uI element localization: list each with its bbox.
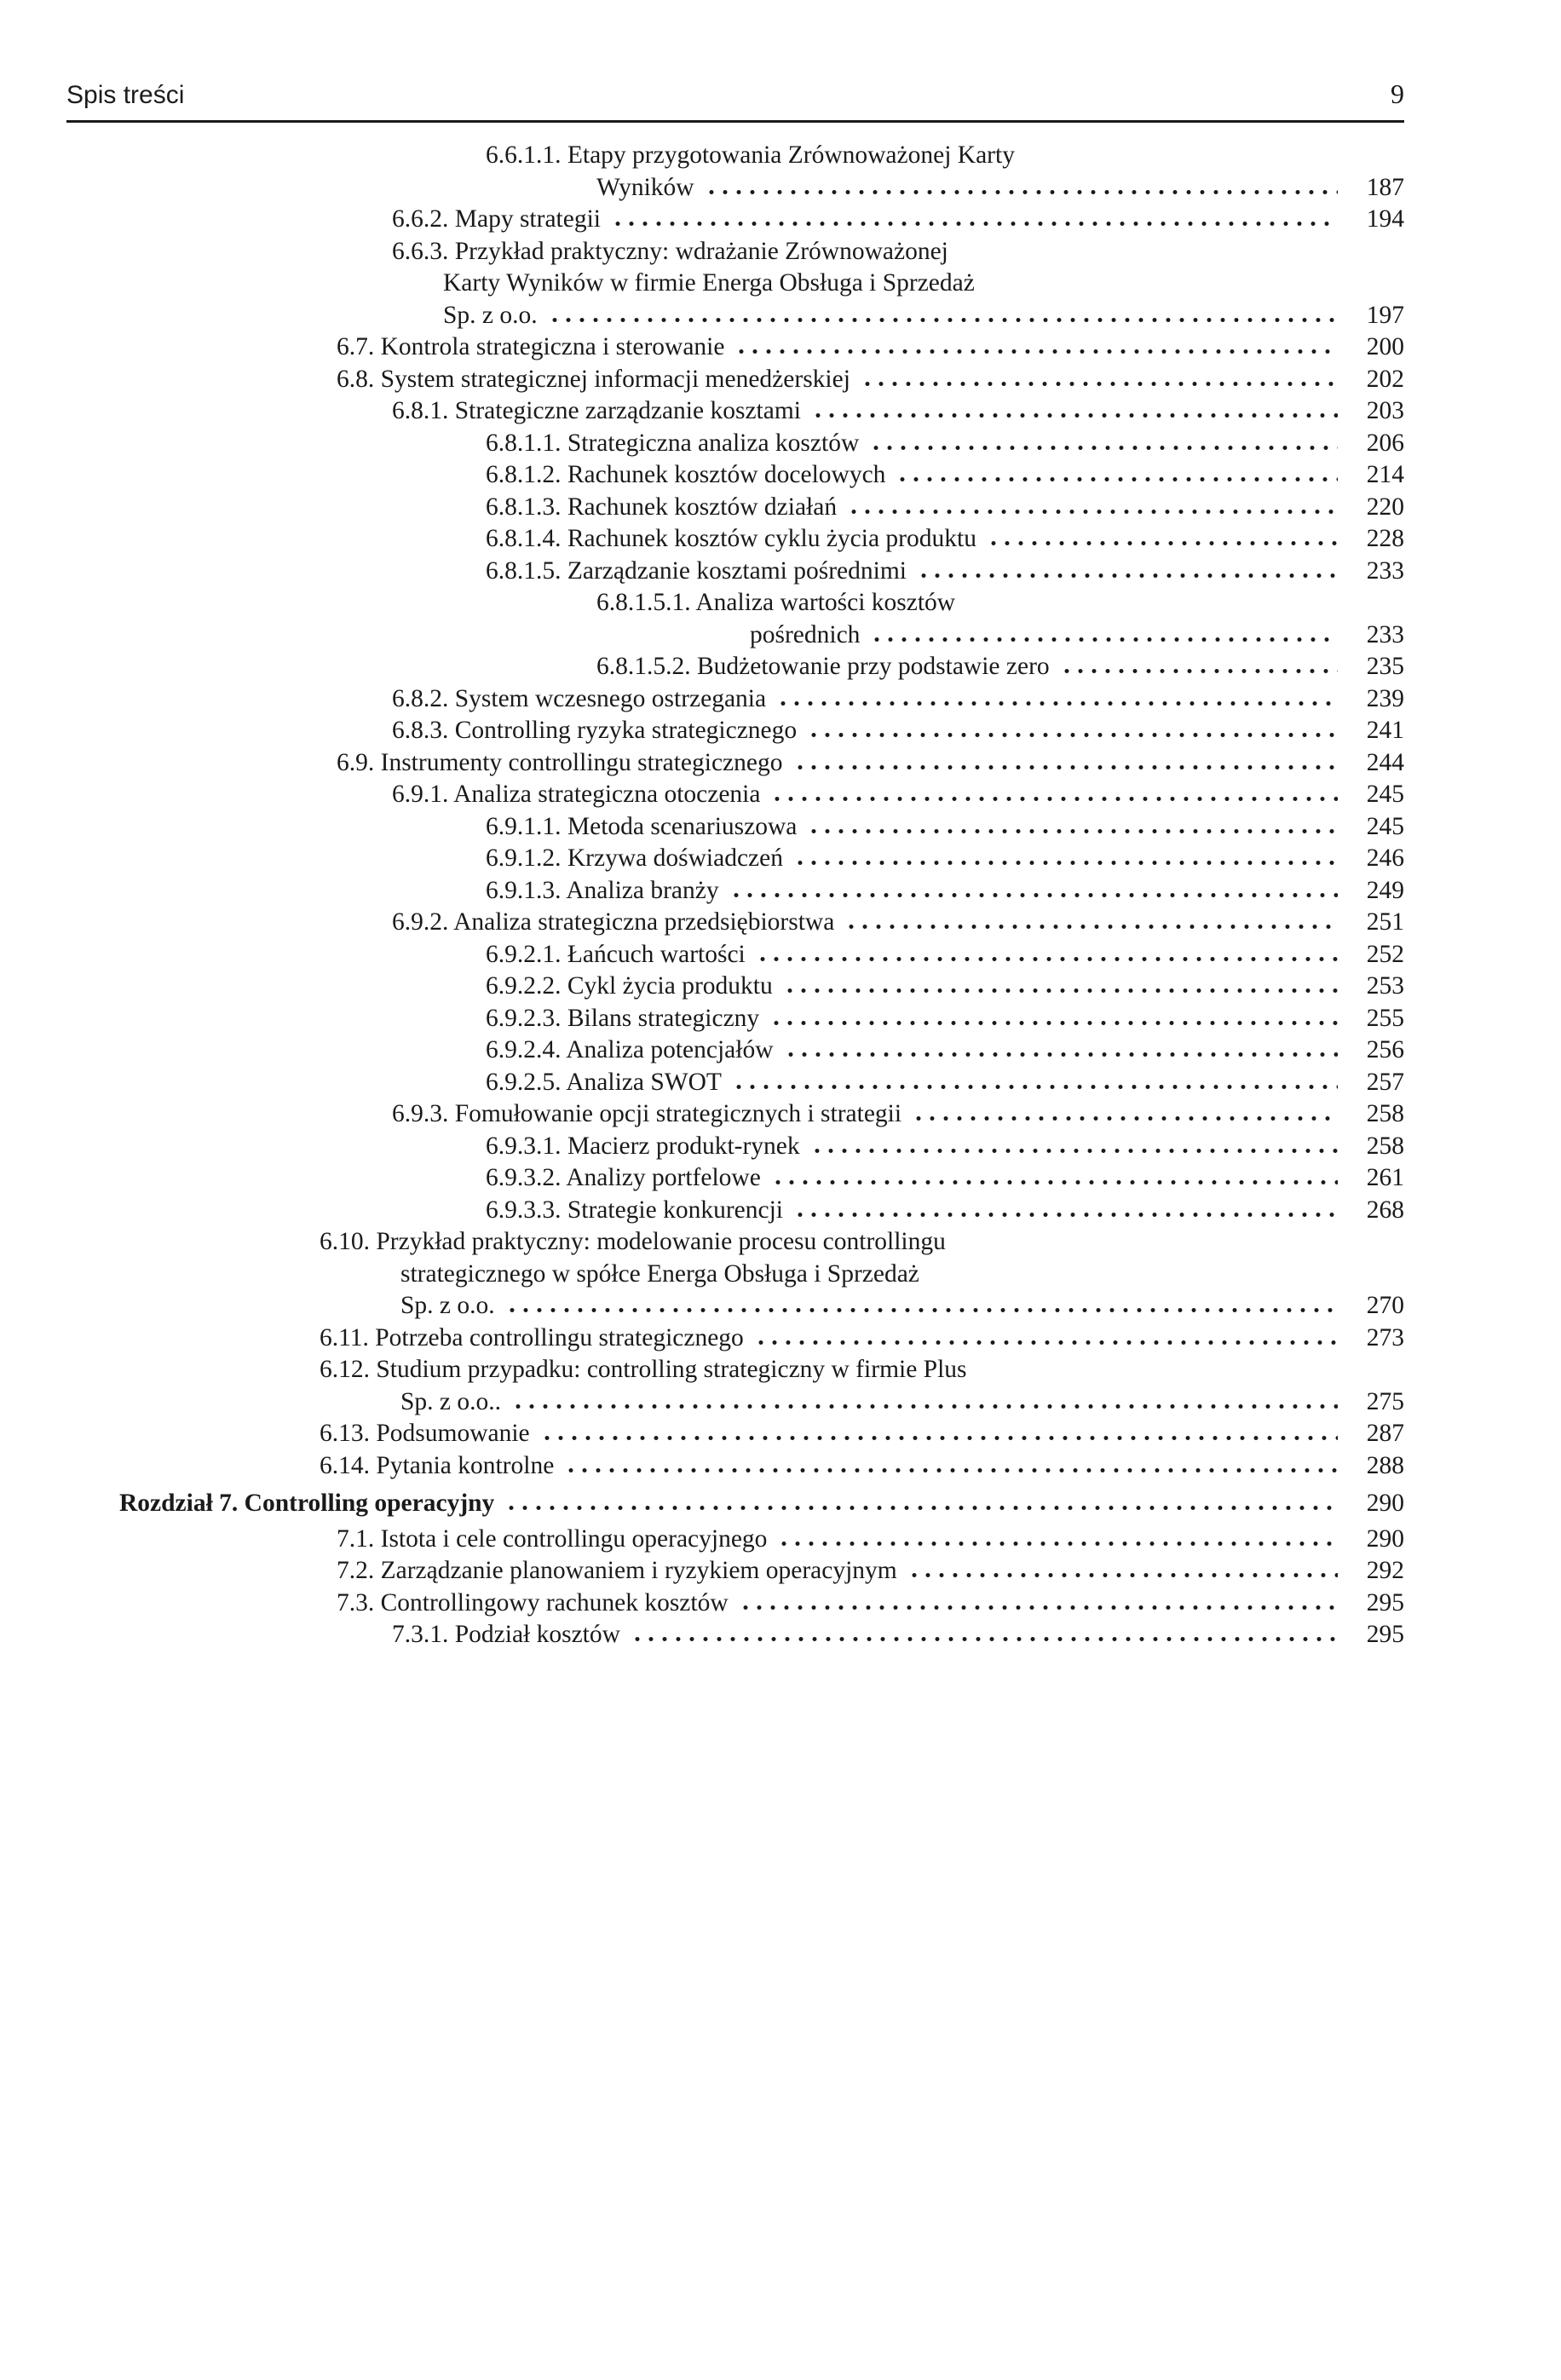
page-header: [66, 78, 1404, 110]
toc-page-number: 252: [1366, 940, 1404, 968]
toc-entry-continuation: [66, 1259, 1404, 1291]
toc-entry-text: 6.8.1.1. Strategiczna analiza kosztów: [486, 429, 860, 457]
toc-entry: [66, 683, 1404, 716]
toc-page-number: 270: [1366, 1292, 1404, 1319]
toc-entry: [66, 140, 1404, 172]
toc-entry: [66, 364, 1404, 396]
toc-page-number: 255: [1366, 1004, 1404, 1032]
toc-page-number: 200: [1366, 333, 1404, 360]
dot-leader: [844, 924, 1338, 930]
toc-page-number: 228: [1366, 525, 1404, 552]
toc-entry-continuation-text: Sp. z o.o.: [400, 1292, 495, 1319]
toc-entry-text: 6.8.1. Strategiczne zarządzanie kosztami: [392, 397, 801, 424]
toc-entry-text: 6.9. Instrumenty controllingu strategicznego: [337, 748, 783, 776]
dot-leader: [810, 1148, 1338, 1154]
dot-leader: [631, 1636, 1338, 1642]
dot-leader: [783, 988, 1338, 994]
toc-page-number: 187: [1366, 173, 1404, 201]
toc-page-number: 241: [1366, 717, 1404, 744]
toc-entry-text: 6.8. System strategicznej informacji menedżerskiej: [337, 365, 850, 393]
toc-page-number: 275: [1366, 1387, 1404, 1415]
toc-entry-text: 6.8.2. System wczesnego ostrzegania: [392, 684, 767, 712]
toc-entry-text: 6.8.1.5. Zarządzanie kosztami pośrednimi: [486, 556, 907, 585]
toc-page-number: 290: [1366, 1524, 1404, 1553]
toc-entry-text: 6.10. Przykład praktyczny: modelowanie procesu controllingu: [320, 1228, 946, 1255]
dot-leader: [861, 381, 1338, 387]
toc-entry: [66, 1488, 1404, 1520]
toc-page-number: 290: [1366, 1490, 1404, 1517]
dot-leader: [777, 1541, 1338, 1547]
dot-leader: [511, 1403, 1338, 1409]
dot-leader: [907, 1572, 1338, 1578]
toc-page-number: 257: [1366, 1068, 1404, 1096]
toc-page-number: 202: [1366, 365, 1404, 393]
toc-entry: [66, 1131, 1404, 1163]
toc-page-number: 253: [1366, 972, 1404, 1000]
dot-leader: [807, 828, 1338, 834]
toc-page-number: 261: [1366, 1164, 1404, 1191]
toc-entry-text: 6.9.2.2. Cykl życia produktu: [486, 972, 773, 1000]
toc-entry: [66, 811, 1404, 844]
toc-entry: [66, 1162, 1404, 1195]
toc-entry: [66, 747, 1404, 780]
toc-page-number: 245: [1366, 812, 1404, 840]
toc-entry-text: 6.11. Potrzeba controllingu strategicznego: [320, 1323, 744, 1351]
toc-entry-text: 6.8.1.3. Rachunek kosztów działań: [486, 493, 838, 521]
dot-leader: [705, 189, 1338, 195]
dot-leader: [793, 1212, 1338, 1218]
dot-leader: [769, 1020, 1338, 1026]
toc-entry-text: Rozdział 7. Controlling operacyjny: [119, 1490, 495, 1517]
toc-page-number: 245: [1366, 781, 1404, 808]
toc-entry: [66, 459, 1404, 492]
toc-entry: [66, 492, 1404, 524]
toc-entry: [66, 523, 1404, 556]
toc-page-number: 249: [1366, 876, 1404, 904]
dot-leader: [729, 892, 1338, 898]
toc-entry-text: 6.8.1.5.2. Budżetowanie przy podstawie zero: [596, 653, 1050, 680]
toc-entry: [66, 939, 1404, 971]
toc-page-number: 235: [1366, 653, 1404, 680]
toc-entry: [66, 204, 1404, 236]
toc-page-number: 288: [1366, 1451, 1404, 1479]
toc-entry-text: 7.2. Zarządzanie planowaniem i ryzykiem operacyjnym: [337, 1557, 897, 1584]
toc-entry-text: 6.8.1.2. Rachunek kosztów docelowych: [486, 461, 886, 488]
dot-leader: [771, 1179, 1338, 1185]
toc-entry: [66, 1195, 1404, 1227]
toc-entry-continuation-text: Sp. z o.o..: [400, 1387, 501, 1415]
toc-page-number: 233: [1366, 620, 1404, 648]
running-header-page-number: 9: [1391, 78, 1404, 109]
toc-entry-text: 6.6.1.1. Etapy przygotowania Zrównoważonej Karty: [486, 141, 1015, 169]
dot-leader: [807, 732, 1338, 738]
toc-entry: [66, 715, 1404, 747]
toc-entry: [66, 1226, 1404, 1259]
toc-entry-continuation-text: Wyników: [596, 173, 694, 201]
toc-entry: [66, 428, 1404, 460]
toc-entry: [66, 1098, 1404, 1131]
toc-entry: [66, 1067, 1404, 1099]
toc-entry: [66, 907, 1404, 939]
toc-entry: [66, 1418, 1404, 1450]
toc-entry-text: 6.12. Studium przypadku: controlling strategiczny w firmie Plus: [320, 1356, 967, 1383]
toc-entry-text: 6.9.2. Analiza strategiczna przedsiębiorstwa: [392, 908, 835, 936]
toc-entry-text: 6.9.3. Fomułowanie opcji strategicznych i strategii: [392, 1100, 902, 1127]
toc-entry-text: 6.7. Kontrola strategiczna i sterowanie: [337, 333, 725, 360]
toc-entry-text: 6.9.2.4. Analiza potencjałów: [486, 1036, 774, 1063]
toc-entry-text: 6.9.3.1. Macierz produkt-rynek: [486, 1132, 800, 1160]
toc-entry: [66, 971, 1404, 1003]
dot-leader: [548, 317, 1338, 323]
toc-entry-text: 6.9.1.1. Metoda scenariuszowa: [486, 812, 798, 840]
toc-entry: [66, 875, 1404, 908]
toc-page-number: 214: [1366, 461, 1404, 488]
toc-page-number: 203: [1366, 397, 1404, 424]
toc-entry: [66, 843, 1404, 875]
toc-entry-text: 6.8.1.5.1. Analiza wartości kosztów: [596, 589, 956, 616]
dot-leader: [504, 1505, 1338, 1511]
toc-entry-continuation: [66, 1386, 1404, 1419]
toc-entry-text: 6.6.3. Przykład praktyczny: wdrażanie Zrównoważonej: [392, 237, 948, 265]
toc-page-number: 268: [1366, 1196, 1404, 1224]
dot-leader: [505, 1307, 1338, 1313]
toc-entry: [66, 779, 1404, 811]
dot-leader: [793, 764, 1339, 770]
toc-entry-text: 6.9.1.2. Krzywa doświadczeń: [486, 844, 783, 872]
toc-entry-text: 6.9.1. Analiza strategiczna otoczenia: [392, 781, 761, 808]
dot-leader: [784, 1052, 1338, 1057]
toc-entry-text: 6.9.1.3. Analiza branży: [486, 876, 719, 904]
toc-page-number: 206: [1366, 429, 1404, 457]
toc-page-number: 194: [1366, 205, 1404, 233]
toc-entry: [66, 556, 1404, 588]
dot-leader: [611, 221, 1338, 227]
dot-leader: [734, 349, 1338, 354]
toc-entry-text: 7.3.1. Podział kosztów: [392, 1621, 620, 1648]
toc-entry-text: 6.13. Podsumowanie: [320, 1420, 530, 1447]
toc-entry-continuation: [66, 300, 1404, 332]
toc-entry: [66, 1524, 1404, 1556]
toc-page-number: 244: [1366, 748, 1404, 776]
toc-page-number: 220: [1366, 493, 1404, 521]
toc-entry-text: 6.8.1.4. Rachunek kosztów cyklu życia produktu: [486, 525, 976, 552]
toc-page-number: 295: [1366, 1621, 1404, 1648]
toc-entry-continuation-text: pośrednich: [750, 620, 861, 648]
toc-entry-text: 6.14. Pytania kontrolne: [320, 1451, 555, 1479]
toc-page-number: 197: [1366, 301, 1404, 329]
dot-leader: [770, 796, 1338, 802]
toc-entry-text: 7.3. Controllingowy rachunek kosztów: [337, 1588, 729, 1616]
toc-page-number: 287: [1366, 1420, 1404, 1447]
toc-entry: [66, 1619, 1404, 1651]
toc-page-number: 273: [1366, 1323, 1404, 1351]
toc-entry-continuation: [66, 619, 1404, 652]
toc-entry: [66, 1323, 1404, 1355]
toc-page-number: 292: [1366, 1557, 1404, 1584]
dot-leader: [756, 956, 1338, 962]
toc-entry: [66, 1003, 1404, 1035]
header-rule: [66, 120, 1404, 123]
dot-leader: [870, 637, 1338, 643]
dot-leader: [912, 1115, 1338, 1121]
toc-entry-text: 6.9.3.2. Analizy portfelowe: [486, 1164, 761, 1191]
dot-leader: [847, 509, 1338, 515]
toc-entry-text: 6.9.2.3. Bilans strategiczny: [486, 1004, 760, 1032]
dot-leader: [811, 412, 1338, 418]
toc-page-number: 246: [1366, 844, 1404, 872]
dot-leader: [776, 700, 1338, 706]
running-header-title: Spis treści: [66, 81, 185, 109]
dot-leader: [732, 1084, 1338, 1090]
dot-leader: [917, 573, 1338, 579]
toc-entry-text: 6.6.2. Mapy strategii: [392, 205, 601, 233]
toc-entry: [66, 1034, 1404, 1067]
toc-entry: [66, 1450, 1404, 1483]
toc-entry: [66, 1555, 1404, 1588]
dot-leader: [1060, 668, 1338, 674]
dot-leader: [987, 540, 1338, 546]
toc-page-number: 251: [1366, 908, 1404, 936]
toc-page-number: 258: [1366, 1132, 1404, 1160]
toc-entry-text: 6.9.3.3. Strategie konkurencji: [486, 1196, 784, 1224]
dot-leader: [869, 445, 1338, 451]
toc-list: [66, 140, 1404, 1651]
dot-leader: [540, 1435, 1338, 1441]
dot-leader: [793, 860, 1338, 866]
toc-entry-continuation: [66, 172, 1404, 205]
toc-entry-continuation: [66, 268, 1404, 300]
toc-entry-text: 6.9.2.1. Łańcuch wartości: [486, 940, 746, 968]
toc-entry: [66, 236, 1404, 268]
toc-entry: [66, 651, 1404, 683]
dot-leader: [754, 1340, 1338, 1346]
toc-page-number: 239: [1366, 684, 1404, 712]
dot-leader: [739, 1605, 1338, 1611]
toc-page-number: 295: [1366, 1588, 1404, 1616]
toc-entry: [66, 331, 1404, 364]
toc-page-number: 258: [1366, 1100, 1404, 1127]
toc-entry-text: 6.9.2.5. Analiza SWOT: [486, 1068, 722, 1096]
toc-entry-continuation-text: Karty Wyników w firmie Energa Obsługa i Sprzedaż: [443, 269, 975, 297]
toc-entry-continuation: [66, 1290, 1404, 1323]
toc-page-number: 256: [1366, 1036, 1404, 1063]
toc-entry-text: 7.1. Istota i cele controllingu operacyjnego: [337, 1524, 768, 1553]
dot-leader: [896, 476, 1338, 482]
toc-entry: [66, 587, 1404, 619]
toc-entry: [66, 1588, 1404, 1620]
toc-entry: [66, 1354, 1404, 1386]
toc-page-number: 233: [1366, 556, 1404, 585]
dot-leader: [564, 1467, 1338, 1473]
toc-entry-continuation-text: Sp. z o.o.: [443, 301, 538, 329]
toc-entry-continuation-text: strategicznego w spółce Energa Obsługa i Sprzedaż: [400, 1259, 919, 1288]
toc-entry: [66, 395, 1404, 428]
toc-entry-text: 6.8.3. Controlling ryzyka strategicznego: [392, 717, 798, 744]
